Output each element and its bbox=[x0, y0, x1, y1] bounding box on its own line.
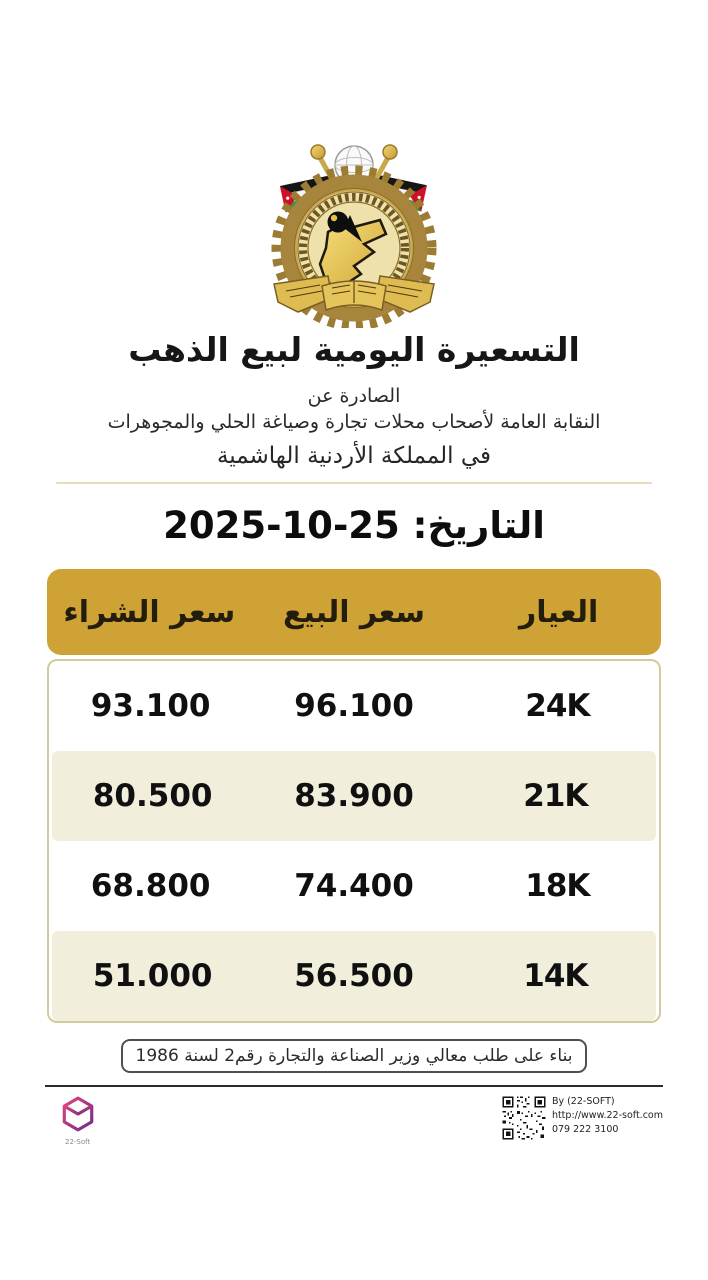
sell-price-cell: 56.500 bbox=[294, 958, 414, 994]
sell-price-cell: 83.900 bbox=[294, 778, 414, 814]
page-title: التسعيرة اليومية لبيع الذهب bbox=[128, 330, 580, 369]
developer-credit bbox=[501, 1095, 663, 1141]
footer bbox=[45, 1091, 663, 1146]
karat-cell: 24K bbox=[525, 688, 590, 724]
karat-cell: 18K bbox=[525, 868, 590, 904]
buy-price-cell: 68.800 bbox=[90, 868, 211, 904]
22soft-cube-logo-icon bbox=[59, 1095, 97, 1133]
column-header-buy: سعر الشراء bbox=[63, 594, 236, 630]
credit-url-line: http://www.22-soft.com bbox=[551, 1109, 663, 1121]
divider bbox=[56, 482, 652, 484]
software-brand-block bbox=[45, 1095, 165, 1146]
buy-price-cell: 51.000 bbox=[92, 958, 213, 994]
syndicate-emblem-logo bbox=[0, 136, 708, 328]
qr-code-icon bbox=[501, 1095, 547, 1141]
table-header bbox=[47, 569, 661, 655]
karat-cell: 14K bbox=[523, 958, 588, 994]
buy-price-cell: 93.100 bbox=[90, 688, 211, 724]
table-body bbox=[47, 659, 661, 1023]
organization-line: النقابة العامة لأصحاب محلات تجارة وصياغة الحلي والمجوهرات bbox=[107, 411, 601, 433]
sell-price-cell: 96.100 bbox=[294, 688, 414, 724]
table-row bbox=[52, 751, 656, 841]
table-row bbox=[49, 841, 659, 931]
issued-by-line: الصادرة عن bbox=[307, 385, 401, 407]
sell-price-cell: 74.400 bbox=[294, 868, 414, 904]
syndicate-emblem-icon bbox=[263, 136, 445, 328]
table-row bbox=[52, 931, 656, 1021]
credit-phone-line: 079 222 3100 bbox=[551, 1123, 619, 1135]
country-line: في المملكة الأردنية الهاشمية bbox=[216, 443, 492, 469]
gold-price-table bbox=[47, 569, 661, 1023]
column-header-karat: العيار bbox=[519, 594, 599, 630]
legal-note-box: بناء على طلب معالي وزير الصناعة والتجارة رقم2 لسنة 1986 bbox=[121, 1039, 588, 1073]
buy-price-cell: 80.500 bbox=[92, 778, 213, 814]
footer-divider bbox=[45, 1085, 663, 1087]
brand-small-label: 22-Soft bbox=[65, 1138, 91, 1146]
date-line: التاريخ: 25-10-2025 bbox=[163, 504, 545, 547]
table-row bbox=[49, 661, 659, 751]
credit-by-line: By (22-SOFT) bbox=[551, 1096, 615, 1107]
karat-cell: 21K bbox=[523, 778, 588, 814]
column-header-sell: سعر البيع bbox=[282, 594, 426, 630]
